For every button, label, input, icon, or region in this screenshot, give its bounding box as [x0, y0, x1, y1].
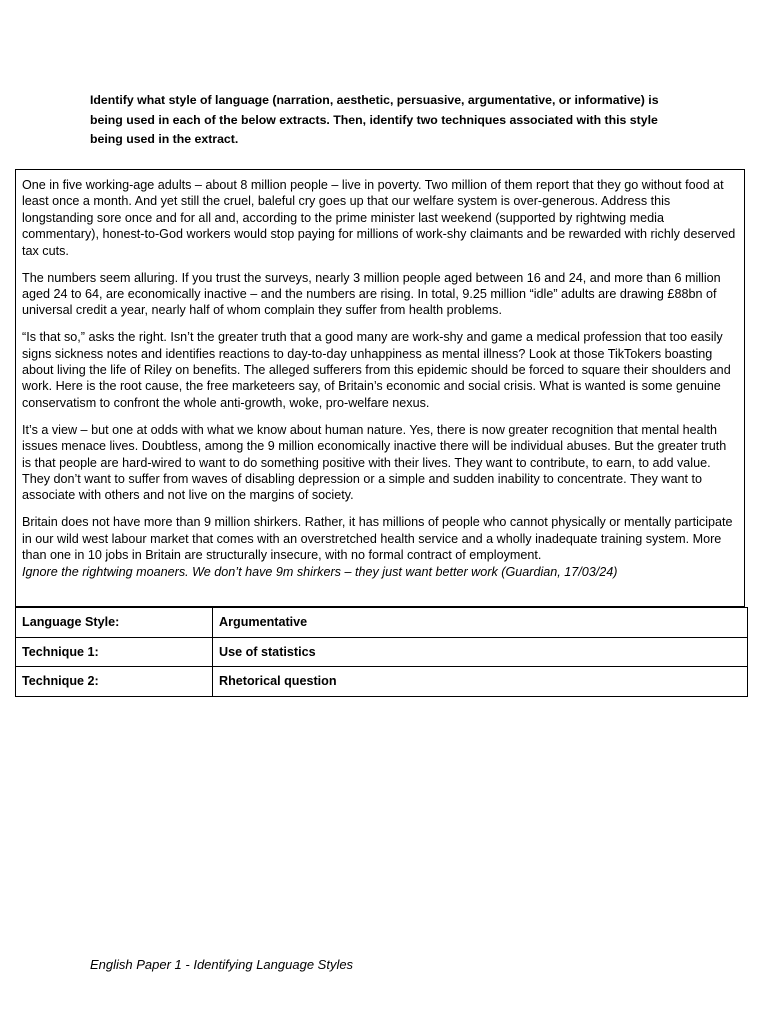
extract-paragraph-1: One in five working-age adults – about 8 million people – live in poverty. Two million of them report that they go without food at least once a month. And yet still the cruel, baleful cry goes up that our welfare system is over-generous. Address this longstanding sore once and for all and, according to the prime minister last weekend (supported by rightwing media commentary), honest-to-God workers would stop paying for millions of work-shy claimants and be rewarded with richly deserved tax cuts.	[22, 178, 736, 258]
instruction-text: Identify what style of language (narration, aesthetic, persuasive, argumentative, or informative) is being used in each of the below extracts. Then, identify two techniques associated with this style being used in the extract.	[90, 93, 659, 146]
answer-row-technique-1	[16, 637, 748, 667]
extract-paragraph-2: The numbers seem alluring. If you trust the surveys, nearly 3 million people aged between 16 and 24, and more than 6 million aged 24 to 64, are economically inactive – and the numbers are rising. In total, 9.25 million “idle” adults are drawing £88bn of universal credit a year, nearly half of whom complain they suffer from health problems.	[22, 270, 721, 318]
extract-paragraph-5	[22, 514, 738, 580]
page-footer: English Paper 1 - Identifying Language Styles	[90, 957, 354, 972]
language-style-label: Language Style:	[16, 608, 213, 638]
answer-table	[15, 607, 748, 697]
technique-1-label: Technique 1:	[16, 637, 213, 667]
extract-box	[15, 169, 745, 607]
extract-paragraph-4: It’s a view – but one at odds with what we know about human nature. Yes, there is now greater recognition that mental health issues menace lives. Doubtless, among the 9 million economically inactive there will be individual abuses. But the greater truth is that people are hard-wired to want to do something positive with their lives. They want to contribute, to earn, to add value. They don’t want to suffer from waves of disabling depression or a simple and sudden inability to concentrate. They want to associate with others and not live on the margins of society.	[22, 422, 727, 503]
answer-row-style	[16, 608, 748, 638]
language-style-value: Argumentative	[213, 608, 748, 638]
extract-paragraph-3: “Is that so,” asks the right. Isn’t the greater truth that a good many are work-shy and game a medical profession that too easily signs sickness notes and identifies reactions to day-to-day unhappiness as mental illness? Look at those TikTokers boasting about living the life of Riley on benefits. The alleged sufferers from this epidemic should be forced to square their shoulders and work. Here is the root cause, the free marketeers say, of Britain’s economic and social crisis. What is wanted is some genuine conservatism to confront the whole anti-growth, woke, pro-welfare nexus.	[22, 330, 731, 410]
extract-citation: Ignore the rightwing moaners. We don’t have 9m shirkers – they just want better work (Guardian, 17/03/24)	[22, 564, 618, 579]
technique-2-value: Rhetorical question	[213, 667, 748, 697]
technique-2-label: Technique 2:	[16, 667, 213, 697]
answer-row-technique-2	[16, 667, 748, 697]
extract-paragraph-5-text: Britain does not have more than 9 million shirkers. Rather, it has millions of people who cannot physically or mentally participate in our wild west labour market that comes with an overstretched health service and a wholly inadequate training system. More than one in 10 jobs in Britain are structurally insecure, with no formal contract of employment.	[22, 515, 733, 563]
technique-1-value: Use of statistics	[213, 637, 748, 667]
